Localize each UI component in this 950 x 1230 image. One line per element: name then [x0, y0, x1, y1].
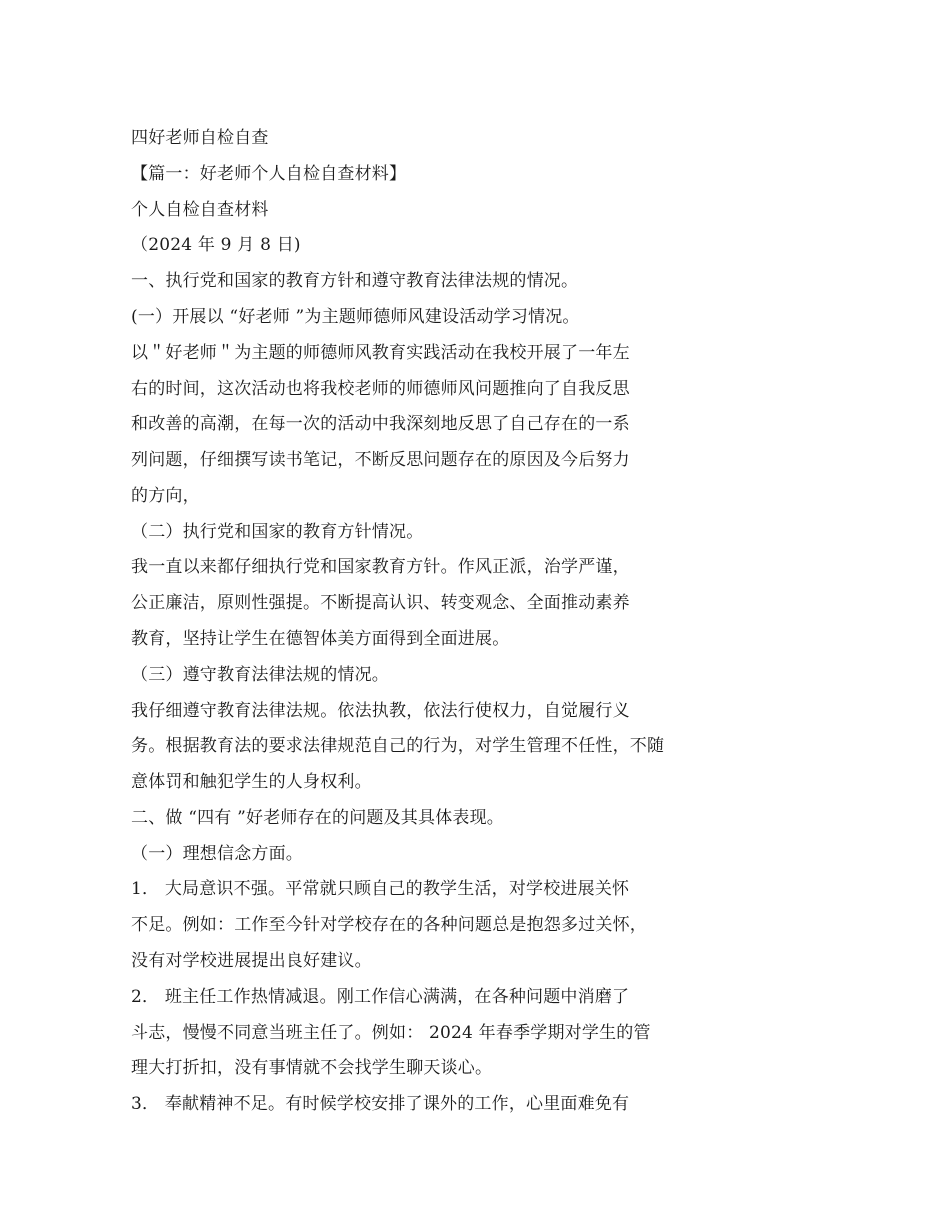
body-line: 列问题，仔细撰写读书笔记，不断反思问题存在的原因及今后努力: [131, 450, 630, 470]
heading-2: 二、做 “四有 ”好老师存在的问题及其具体表现。: [131, 808, 504, 828]
body-line: 我一直以来都仔细执行党和国家教育方针。作风正派，治学严谨，: [131, 557, 630, 577]
body-line: 教育，坚持让学生在德智体美方面得到全面进展。: [131, 629, 510, 649]
list-item: 3． 奉献精神不足。有时候学校安排了课外的工作，心里面难免有: [131, 1094, 630, 1114]
body-line: 我仔细遵守教育法律法规。依法执教，依法行使权力，自觉履行义: [131, 701, 630, 721]
body-line: 右的时间，这次活动也将我校老师的师德师风问题推向了自我反思: [131, 379, 630, 399]
body-line: 和改善的高潮，在每一次的活动中我深刻地反思了自己存在的一系: [131, 414, 630, 434]
document-title: 四好老师自检自查: [131, 128, 269, 148]
subtitle: 个人自检自查材料: [131, 200, 269, 220]
section-heading: 【篇一：好老师个人自检自查材料】: [131, 164, 407, 184]
body-line: 以＂好老师＂为主题的师德师风教育实践活动在我校开展了一年左: [131, 343, 630, 363]
body-line: 没有对学校进展提出良好建议。: [131, 951, 372, 971]
subheading: （二）执行党和国家的教育方针情况。: [131, 522, 424, 542]
body-line: 务。根据教育法的要求法律规范自己的行为，对学生管理不任性，不随: [131, 736, 665, 756]
body-line: 公正廉洁，原则性强提。不断提高认识、转变观念、全面推动素养: [131, 593, 630, 613]
body-line: 理大打折扣，没有事情就不会找学生聊天谈心。: [131, 1058, 493, 1078]
body-line: 意体罚和触犯学生的人身权利。: [131, 772, 372, 792]
list-item: 1． 大局意识不强。平常就只顾自己的教学生活，对学校进展关怀: [131, 879, 630, 899]
body-line: 斗志，慢慢不同意当班主任了。例如： 2024 年春季学期对学生的管: [131, 1023, 651, 1043]
body-line: 不足。例如：工作至今针对学校存在的各种问题总是抱怨多过关怀，: [131, 915, 647, 935]
list-item: 2． 班主任工作热情减退。刚工作信心满满，在各种问题中消磨了: [131, 987, 630, 1007]
subheading: (一）开展以 “好老师 ”为主题师德师风建设活动学习情况。: [131, 307, 580, 327]
subheading: （一）理想信念方面。: [131, 844, 303, 864]
heading-1: 一、执行党和国家的教育方针和遵守教育法律法规的情况。: [131, 271, 579, 291]
date-line: （2024 年 9 月 8 日): [131, 235, 301, 255]
body-line: 的方向，: [131, 486, 200, 506]
subheading: （三）遵守教育法律法规的情况。: [131, 665, 389, 685]
